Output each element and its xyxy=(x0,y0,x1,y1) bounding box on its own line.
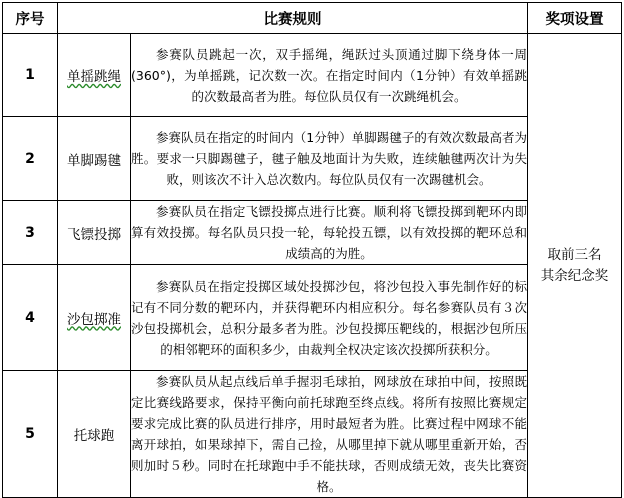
table-row xyxy=(3,34,622,117)
row-num: 4 xyxy=(3,265,58,371)
rules-table-sheet xyxy=(2,2,621,494)
event-rules: 参赛队员在指定投掷区域处投掷沙包，将沙包投入事先制作好的标记有不同分数的靶环内，并获得靶环内相应积分。每名参赛队员有３次沙包投掷机会，总积分最多者为胜。沙包投掷压靶线的，根据沙包所压的相邻靶环的面积多少，由裁判全权决定该次投掷所获积分。 xyxy=(131,265,528,371)
event-name: 托球跑 xyxy=(58,371,131,498)
row-num: 3 xyxy=(3,201,58,265)
event-name xyxy=(58,34,131,117)
event-name: 飞镖投掷 xyxy=(58,201,131,265)
event-name-text: 单摇跳绳 xyxy=(67,69,121,85)
row-num: 5 xyxy=(3,371,58,498)
award-cell xyxy=(528,34,622,498)
event-name: 单脚踢毽 xyxy=(58,117,131,201)
header-rules: 比赛规则 xyxy=(58,3,528,34)
event-name-text: 沙包掷准 xyxy=(67,311,121,328)
event-rules: 参赛队员在指定的时间内（1分钟）单脚踢毽子的有效次数最高者为胜。要求一只脚踢毽子，毽子触及地面计为失败，连续触毽两次计为失败，则该次不计入总次数内。每位队员仅有一次踢毽机会。 xyxy=(131,117,528,201)
competition-rules-table xyxy=(2,2,622,498)
event-rules: 参赛队员在指定飞镖投掷点进行比赛。顺利将飞镖投掷到靶环内即算有效投掷。每名队员只投一轮，每轮投五镖，以有效投掷的靶环总和成绩高的为胜。 xyxy=(131,201,528,265)
event-rules: 参赛队员从起点线后单手握羽毛球拍，网球放在球拍中间，按照既定比赛线路要求，保持平衡向前托球跑至终点线。将所有按照比赛规定要求完成比赛的队员进行排序，用时最短者为胜。比赛过程中网球不能离开球拍，如果球掉下，需自己捡，从哪里掉下就从哪里重新开始，否则加时５秒。同时在托球跑中手不能扶球，否则成绩无效，丧失比赛资格。 xyxy=(131,371,528,498)
header-num: 序号 xyxy=(3,3,58,34)
header-award: 奖项设置 xyxy=(528,3,622,34)
row-num: 2 xyxy=(3,117,58,201)
header-row xyxy=(3,3,622,34)
row-num: 1 xyxy=(3,34,58,117)
event-name xyxy=(58,265,131,371)
award-line-1: 取前三名 xyxy=(547,246,602,263)
award-line-2: 其余纪念奖 xyxy=(540,267,609,284)
event-rules: 参赛队员跳起一次，双手摇绳，绳跃过头顶通过脚下绕身体一周(360°)，为单摇跳，记次数一次。在指定时间内（1分钟）有效单摇跳的次数最高者为胜。每位队员仅有一次跳绳机会。 xyxy=(131,34,528,117)
